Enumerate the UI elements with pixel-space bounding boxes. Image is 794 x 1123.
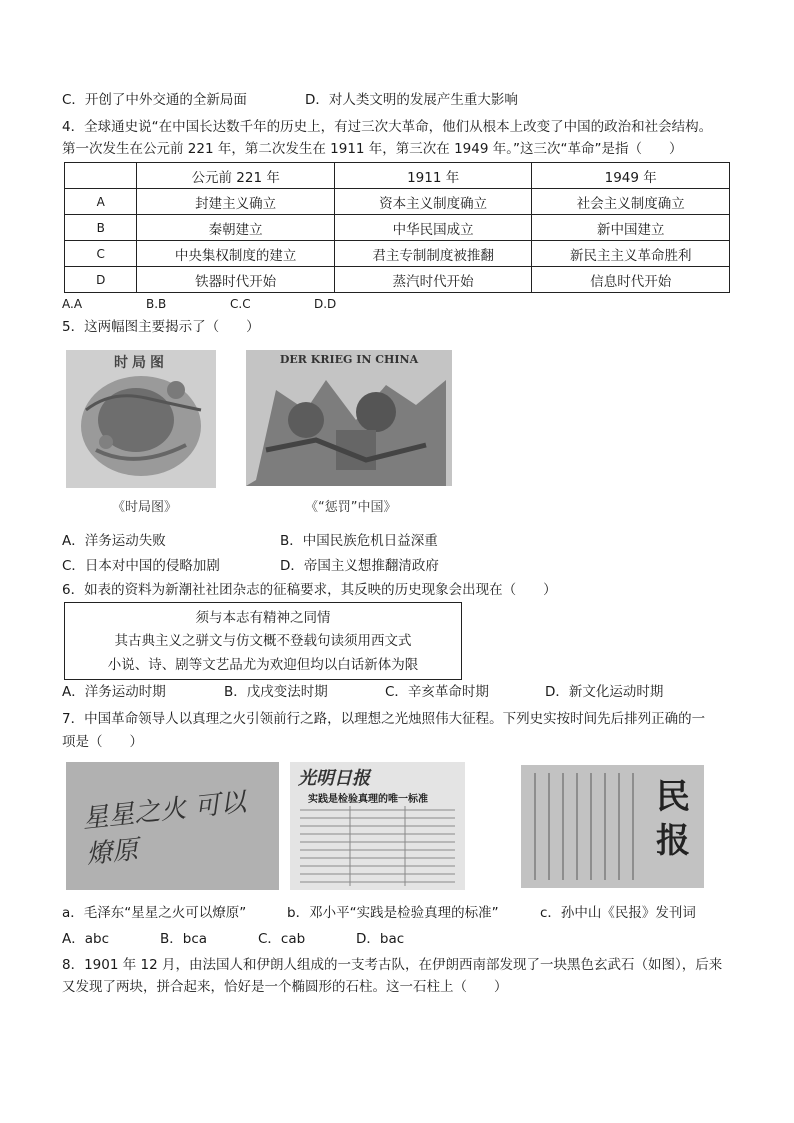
table-cell: C xyxy=(65,241,137,267)
table-cell: 铁器时代开始 xyxy=(137,267,334,293)
table-cell: 中央集权制度的建立 xyxy=(137,241,334,267)
q6-option-d: D．新文化运动时期 xyxy=(545,684,664,700)
table-cell: 新民主主义革命胜利 xyxy=(532,241,730,267)
q8-stem-line1: 8．1901 年 12 月，由法国人和伊朗人组成的一支考古队，在伊朗西南部发现了一块黑色玄武石（如图），后来 xyxy=(62,957,723,973)
q7-image-calligraphy-text: 星星之火 可以燎原 xyxy=(81,787,248,871)
q4-option-a: A.A xyxy=(62,297,83,311)
q4-option-d: D.D xyxy=(314,297,337,311)
q7-option-b: B．bca xyxy=(160,931,208,947)
q5-image-punish-china xyxy=(246,350,452,486)
table-header-cell: 公元前 221 年 xyxy=(137,163,334,189)
q7-image-calligraphy xyxy=(66,762,279,890)
q7-image-minbao-title: 民 报 xyxy=(656,777,690,861)
table-cell: 君主专制制度被推翻 xyxy=(334,241,532,267)
q7-image-guangming-daily xyxy=(290,762,465,890)
q7-image-minbao xyxy=(521,765,704,888)
q5-image-shijutu-title: 时局图 xyxy=(114,355,168,371)
q5-image-shijutu xyxy=(66,350,216,488)
q5-option-c: C．日本对中国的侵略加剧 xyxy=(62,558,220,574)
q7-image-guangming-headline: 实践是检验真理的唯一标准 xyxy=(308,794,428,805)
q6-quote-box xyxy=(64,602,462,680)
table-header-cell: 1949 年 xyxy=(532,163,730,189)
table-cell: A xyxy=(65,189,137,215)
q7-stem-line2: 项是（ ） xyxy=(62,734,143,750)
q7-item-c: c．孙中山《民报》发刊词 xyxy=(540,905,696,921)
table-cell: 新中国建立 xyxy=(532,215,730,241)
q3-option-c: C．开创了中外交通的全新局面 xyxy=(62,92,247,108)
q5-image-punish-china-title: DER KRIEG IN CHINA xyxy=(279,353,419,366)
q4-stem-line1: 4．全球通史说“在中国长达数千年的历史上，有过三次大革命，他们从根本上改变了中国的政治和社会结构。 xyxy=(62,119,713,135)
q5-caption-punish-china: 《“惩罚”中国》 xyxy=(305,500,397,515)
table-header-cell: 1911 年 xyxy=(334,163,532,189)
q7-option-a: A．abc xyxy=(62,931,109,947)
q8-stem-line2: 又发现了两块，拼合起来，恰好是一个椭圆形的石柱。这一石柱上（ ） xyxy=(62,979,508,995)
table-cell: B xyxy=(65,215,137,241)
q6-quote-line: 须与本志有精神之同情 xyxy=(195,610,331,626)
table-header-cell xyxy=(65,163,137,189)
q7-option-c: C．cab xyxy=(258,931,306,947)
table-row xyxy=(65,215,730,241)
q6-option-c: C．辛亥革命时期 xyxy=(385,684,489,700)
table-cell: 中华民国成立 xyxy=(334,215,532,241)
table-row xyxy=(65,189,730,215)
table-cell: 秦朝建立 xyxy=(137,215,334,241)
q4-option-b: B.B xyxy=(146,297,167,311)
table-cell: 社会主义制度确立 xyxy=(532,189,730,215)
q4-stem-line2: 第一次发生在公元前 221 年，第二次发生在 1911 年，第三次在 1949 年。”这三次“革命”是指（ ） xyxy=(62,141,683,157)
q5-caption-shijutu: 《时局图》 xyxy=(112,500,178,515)
q6-quote-line: 其古典主义之骈文与仿文概不登载句读须用西文式 xyxy=(114,633,412,649)
q6-option-b: B．戊戌变法时期 xyxy=(224,684,328,700)
q7-stem-line1: 7．中国革命领导人以真理之火引领前行之路，以理想之光烛照伟大征程。下列史实按时间先后排列正确的一 xyxy=(62,711,706,727)
table-cell: 蒸汽时代开始 xyxy=(334,267,532,293)
q5-option-d: D．帝国主义想推翻清政府 xyxy=(280,558,439,574)
table-cell: 资本主义制度确立 xyxy=(334,189,532,215)
q5-option-b: B．中国民族危机日益深重 xyxy=(280,533,438,549)
q7-image-guangming-masthead: 光明日报 xyxy=(298,768,370,789)
table-cell: D xyxy=(65,267,137,293)
q6-option-a: A．洋务运动时期 xyxy=(62,684,166,700)
q7-item-b: b．邓小平“实践是检验真理的标准” xyxy=(287,905,499,921)
table-cell: 信息时代开始 xyxy=(532,267,730,293)
q7-option-d: D．bac xyxy=(356,931,405,947)
q4-option-c: C.C xyxy=(230,297,251,311)
q3-option-d: D．对人类文明的发展产生重大影响 xyxy=(305,92,518,108)
q4-table xyxy=(64,162,730,293)
q6-quote-line: 小说、诗、剧等文艺品尤为欢迎但均以白话新体为限 xyxy=(107,657,419,673)
table-row xyxy=(65,241,730,267)
q5-option-a: A．洋务运动失败 xyxy=(62,533,166,549)
q7-item-a: a．毛泽东“星星之火可以燎原” xyxy=(62,905,247,921)
q6-stem: 6．如表的资料为新潮社社团杂志的征稿要求，其反映的历史现象会出现在（ ） xyxy=(62,582,557,598)
table-row xyxy=(65,267,730,293)
table-cell: 封建主义确立 xyxy=(137,189,334,215)
table-header-row xyxy=(65,163,730,189)
q5-stem: 5．这两幅图主要揭示了（ ） xyxy=(62,319,260,335)
